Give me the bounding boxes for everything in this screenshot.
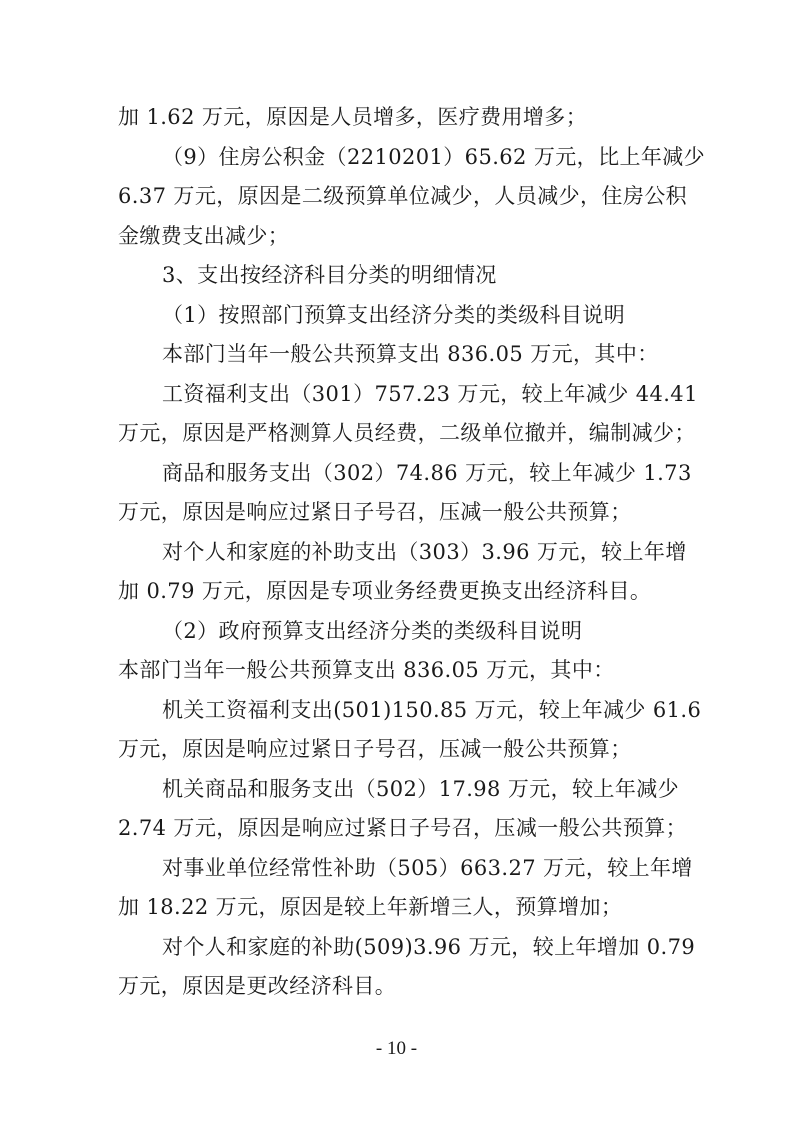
- text-line: 万元，原因是严格测算人员经费，二级单位撤并，编制减少；: [118, 421, 696, 445]
- text-line: 万元，原因是响应过紧日子号召，压减一般公共预算；: [118, 500, 632, 524]
- text-line: 加 1.62 万元，原因是人员增多，医疗费用增多；: [118, 105, 588, 129]
- text-line: 加 18.22 万元，原因是较上年新增三人，预算增加；: [118, 895, 623, 919]
- text-line: 商品和服务支出（302）74.86 万元，较上年减少 1.73: [162, 460, 692, 485]
- text-line: 本部门当年一般公共预算支出 836.05 万元，其中：: [162, 342, 659, 366]
- section-heading: 3、支出按经济科目分类的明细情况: [162, 263, 497, 287]
- text-line: 机关商品和服务支出（502）17.98 万元，较上年减少: [162, 776, 680, 801]
- text-line: 万元，原因是更改经济科目。: [118, 974, 397, 998]
- text-line: 对个人和家庭的补助支出（303）3.96 万元，较上年增: [162, 539, 687, 564]
- subsection-heading: （2）政府预算支出经济分类的类级科目说明: [162, 618, 583, 643]
- text-line: 对事业单位经常性补助（505）663.27 万元，较上年增: [162, 855, 693, 880]
- text-line: 对个人和家庭的补助(509)3.96 万元，较上年增加 0.79: [162, 934, 696, 959]
- text-line: 工资福利支出（301）757.23 万元，较上年减少 44.41: [162, 381, 698, 406]
- text-line: 万元，原因是响应过紧日子号召，压减一般公共预算；: [118, 737, 632, 761]
- text-line: 金缴费支出减少；: [118, 223, 290, 248]
- text-line: （9）住房公积金（2210201）65.62 万元，比上年减少: [162, 144, 706, 169]
- text-line: 本部门当年一般公共预算支出 836.05 万元，其中：: [118, 658, 615, 682]
- subsection-heading: （1）按照部门预算支出经济分类的类级科目说明: [162, 302, 626, 327]
- page-number: - 10 -: [375, 1038, 418, 1059]
- text-line: 机关工资福利支出(501)150.85 万元，较上年减少 61.6: [162, 697, 702, 722]
- text-line: 2.74 万元，原因是响应过紧日子号召，压减一般公共预算；: [118, 816, 688, 840]
- text-line: 加 0.79 万元，原因是专项业务经费更换支出经济科目。: [118, 579, 652, 603]
- text-line: 6.37 万元，原因是二级预算单位减少，人员减少，住房公积: [118, 184, 688, 208]
